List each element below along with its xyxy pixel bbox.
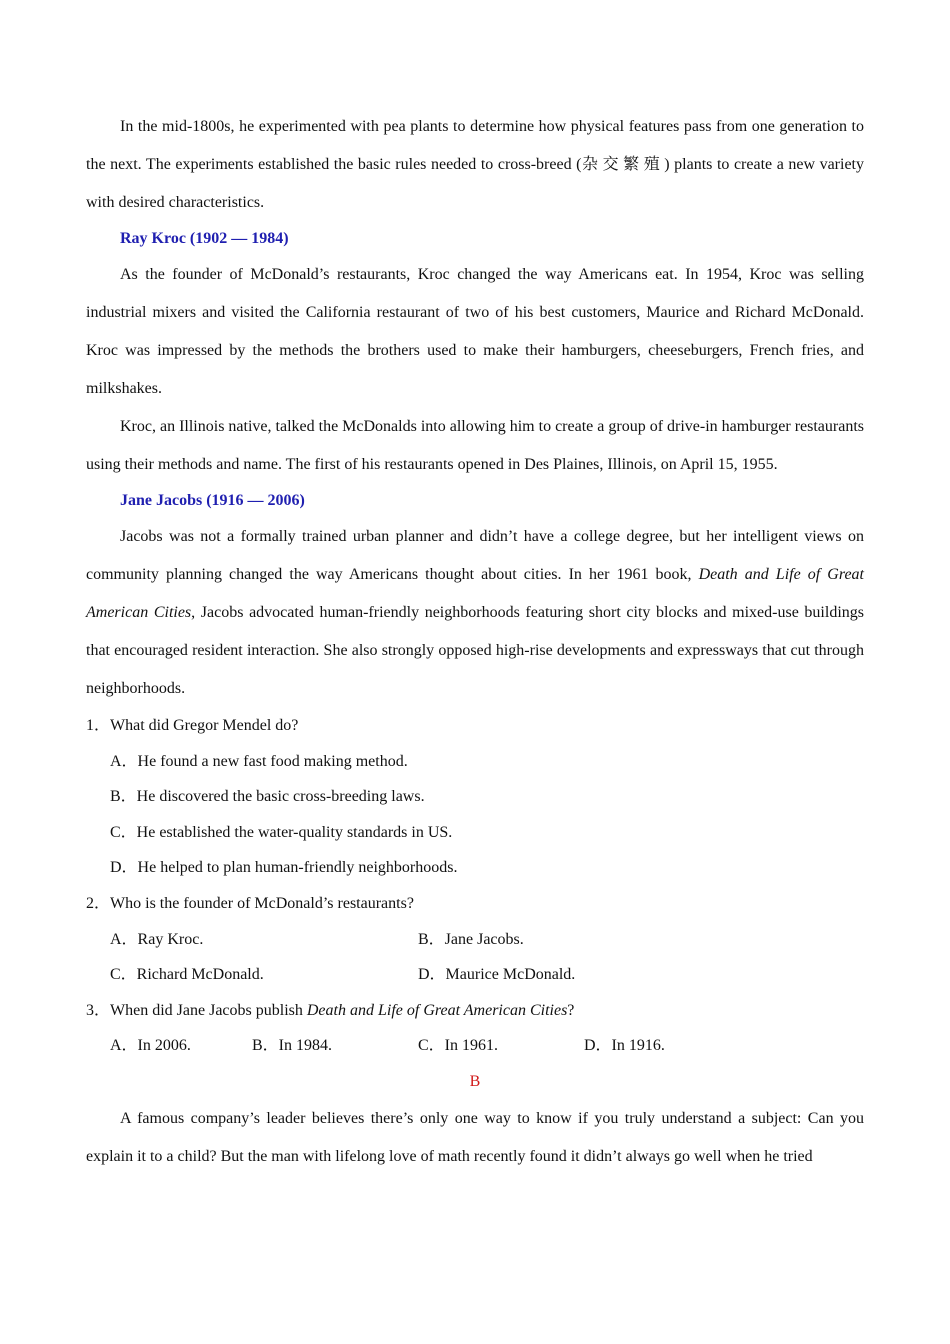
- kroc-paragraph-1: As the founder of McDonald’s restaurants, Kroc changed the way Americans eat. In 1954, Kroc was selling industrial mixers and visited the California restaurant of two of his best customers, Maurice and Richard McDonald. Kroc was impressed by the methods the brothers used to make their hamburgers, cheeseburgers, French fries, and milkshakes.: [86, 266, 864, 397]
- q1-option-a[interactable]: A．He found a new fast food making method.: [110, 752, 408, 770]
- question-2: 2．Who is the founder of McDonald’s restaurants?: [86, 894, 414, 912]
- question-3: 3．When did Jane Jacobs publish Death and Life of Great American Cities?: [86, 1001, 575, 1019]
- book-title: Death and Life of Great American Cities: [86, 566, 864, 621]
- q1-option-d[interactable]: D．He helped to plan human-friendly neighborhoods.: [110, 859, 458, 877]
- chinese-gloss: 杂交繁殖: [581, 156, 665, 173]
- q1-option-b[interactable]: B．He discovered the basic cross-breeding laws.: [110, 788, 425, 806]
- question-1: 1．What did Gregor Mendel do?: [86, 717, 299, 734]
- q2-option-b[interactable]: B．Jane Jacobs.: [418, 930, 524, 948]
- q3-option-a[interactable]: A．In 2006.: [110, 1037, 191, 1055]
- mendel-paragraph: In the mid-1800s, he experimented with pea plants to determine how physical features pass from one generation to the next. The experiments established the basic rules needed to cross-breed (杂交繁殖) plants to create a new variety with desired characteristics.: [86, 118, 864, 211]
- q3-option-c[interactable]: C．In 1961.: [418, 1037, 499, 1055]
- jacobs-paragraph: Jacobs was not a formally trained urban planner and didn’t have a college degree, but her intelligent views on community planning changed the way Americans thought about cities. In her 1961 book, Death and Life of Great American Cities, Jacobs advocated human-friendly neighborhoods featuring short city blocks and mixed-use buildings that encouraged resident interaction. She also strongly opposed high-rise developments and expressways that cut through neighborhoods.: [86, 528, 864, 697]
- q3-options-row: [86, 1028, 864, 1064]
- q2-options-row-2: [86, 957, 864, 993]
- q1-option-c[interactable]: C．He established the water-quality standards in US.: [110, 823, 453, 841]
- section-b-label: B: [469, 1072, 481, 1090]
- q3-option-b[interactable]: B．In 1984.: [252, 1037, 333, 1055]
- jacobs-heading: Jane Jacobs (1916 — 2006): [120, 492, 305, 509]
- document-page: [86, 108, 864, 1176]
- q2-option-c[interactable]: C．Richard McDonald.: [110, 966, 264, 984]
- q2-option-d[interactable]: D．Maurice McDonald.: [418, 966, 576, 984]
- q2-option-a[interactable]: A．Ray Kroc.: [110, 930, 204, 948]
- q3-option-d[interactable]: D．In 1916.: [584, 1037, 665, 1055]
- q2-options-row-1: [86, 922, 864, 958]
- section-b-paragraph: A famous company’s leader believes there’s only one way to know if you truly understand a subject: Can you explain it to a child? But the man with lifelong love of math recently found it didn’t always go well when he tried: [86, 1109, 864, 1165]
- kroc-heading: Ray Kroc (1902 — 1984): [120, 230, 289, 247]
- kroc-paragraph-2: Kroc, an Illinois native, talked the McDonalds into allowing him to create a group of drive-in hamburger restaurants using their methods and name. The first of his restaurants opened in Des Plaines, Illinois, on April 15, 1955.: [86, 418, 864, 473]
